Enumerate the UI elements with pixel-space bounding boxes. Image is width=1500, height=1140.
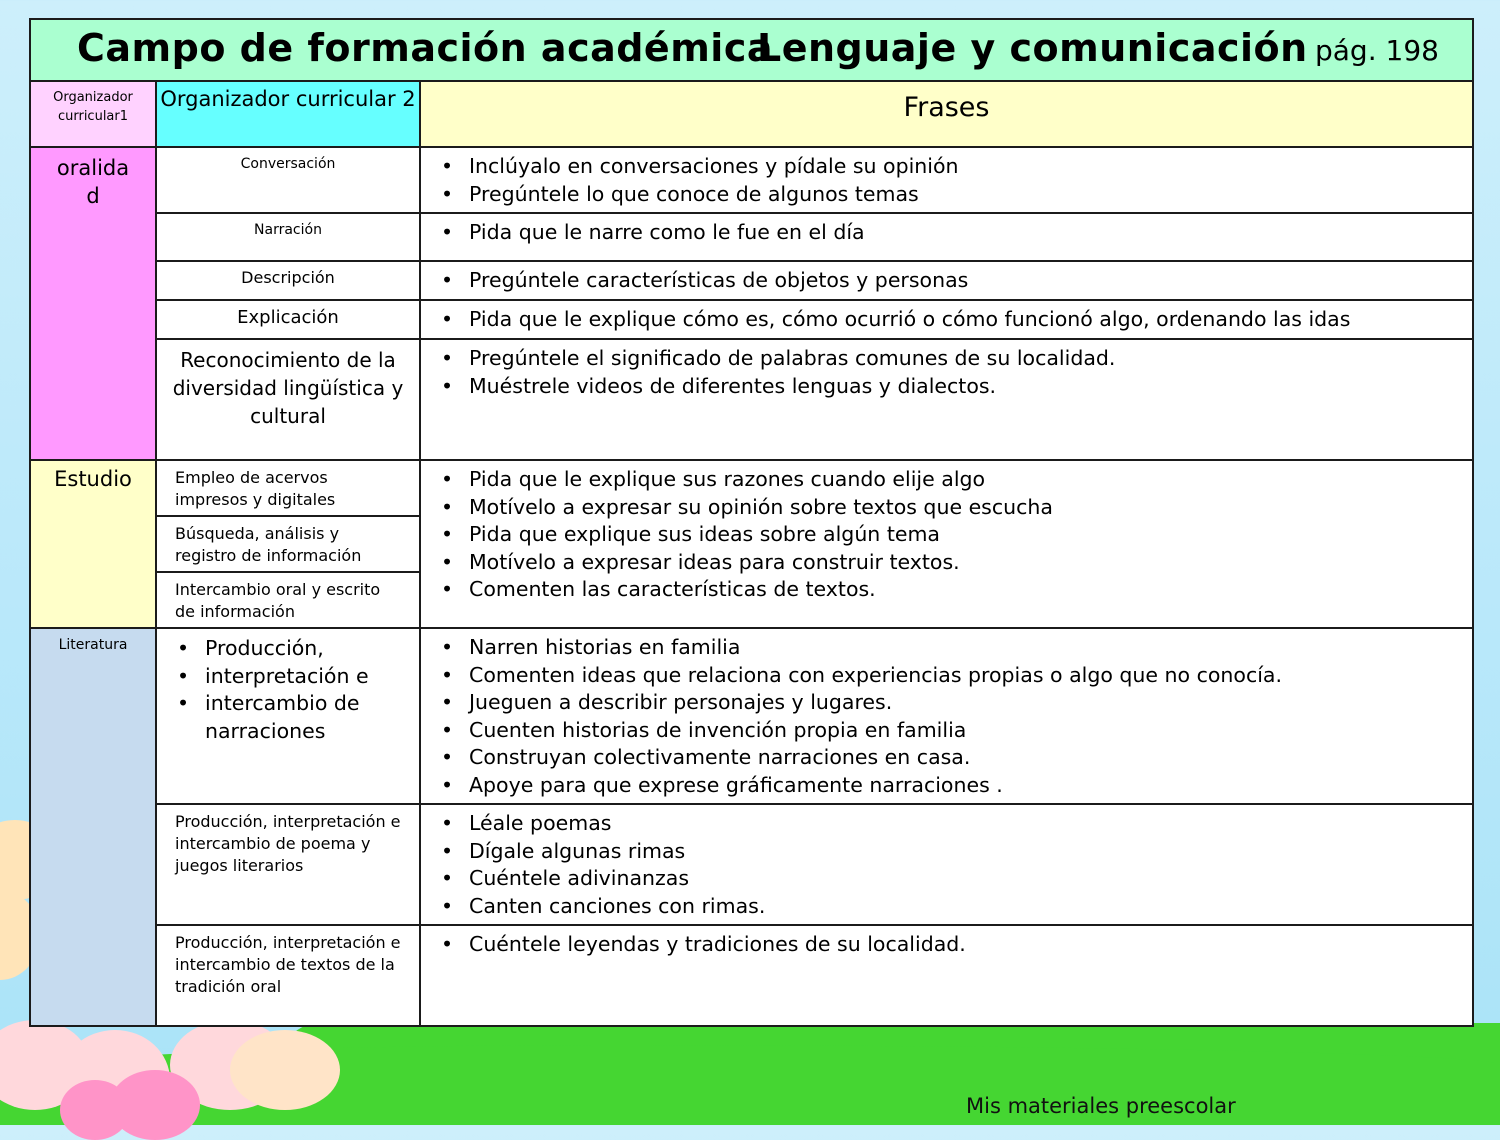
list-item: • Cuéntele leyendas y tradiciones de su localidad. [469,931,1472,959]
category-oralidad: oralidad [30,147,156,460]
list-item: • intercambio de [205,690,419,718]
frases-cell [420,804,1473,925]
table-row [30,628,1473,804]
frases-cell [420,300,1473,339]
list-item: • Léale poemas [469,810,1472,838]
frases-cell [420,925,1473,1026]
list-item: • Dígale algunas rimas [469,838,1472,866]
frases-cell [420,628,1473,804]
page-title [31,20,1472,80]
list-item: • Canten canciones con rimas. [469,893,1472,921]
list-item: • Jueguen a describir personajes y lugares. [469,689,1472,717]
list-item: • Pida que le narre como le fue en el día [469,219,1472,247]
frases-cell [420,261,1473,300]
category-estudio: Estudio [30,460,156,628]
list-item: • Motívelo a expresar ideas para construir textos. [469,549,1472,577]
title-row [30,19,1473,81]
list-item: • Apoye para que exprese gráficamente narraciones . [469,772,1472,800]
list-item: • Pida que le explique sus razones cuando elije algo [469,466,1472,494]
org2-cell: Producción, interpretación e intercambio de poema y juegos literarios [156,804,420,925]
flower-petal [230,1030,340,1110]
flower-petal [60,1080,130,1140]
table-row [30,460,1473,516]
list-item: • Muéstrele videos de diferentes lenguas y dialectos. [469,373,1472,401]
header-org2: Organizador curricular 2 [156,81,420,147]
list-item: • Inclúyalo en conversaciones y pídale su opinión [469,153,1472,181]
list-item: • Cuéntele adivinanzas [469,865,1472,893]
list-item: • Pida que le explique cómo es, cómo ocurrió o cómo funcionó algo, ordenando las idas [469,306,1472,334]
org2-cell: Descripción [156,261,420,300]
table-row [30,213,1473,261]
org2-cell: Reconocimiento de la diversidad lingüística y cultural [156,339,420,460]
footer-credit: Mis materiales preescolar [966,1094,1236,1118]
org2-cell: Empleo de acervos impresos y digitales [156,460,420,516]
list-item: • Pregúntele lo que conoce de algunos temas [469,181,1472,209]
org2-cell: Conversación [156,147,420,213]
org2-cell: Producción, interpretación e intercambio de textos de la tradición oral [156,925,420,1026]
list-item: • Narren historias en familia [469,634,1472,662]
table-row [30,925,1473,1026]
table-row [30,147,1473,213]
org2-cell: Narración [156,213,420,261]
header-row [30,81,1473,147]
category-literatura: Literatura [30,628,156,1026]
list-item: • Comenten las características de textos. [469,576,1472,604]
page-number: pág. 198 [1315,34,1439,67]
title-left: Campo de formación académica [77,26,773,70]
list-item: • Construyan colectivamente narraciones en casa. [469,744,1472,772]
list-item: • Motívelo a expresar su opinión sobre textos que escucha [469,494,1472,522]
table-row [30,300,1473,339]
frases-cell [420,147,1473,213]
list-item: • Producción, [205,635,419,663]
frases-cell [420,460,1473,628]
table-row [30,261,1473,300]
frases-cell [420,339,1473,460]
list-item: • Pregúntele el significado de palabras comunes de su localidad. [469,345,1472,373]
list-item: • Cuenten historias de invención propia en familia [469,717,1472,745]
header-org1: Organizador curricular1 [30,81,156,147]
org2-cell [156,628,420,804]
title-right: Lenguaje y comunicación [757,26,1308,70]
table-row [30,339,1473,460]
org2-cell: Búsqueda, análisis y registro de información [156,516,420,572]
frases-cell [420,213,1473,261]
list-item: • interpretación e [205,663,419,691]
header-frases: Frases [420,81,1473,147]
org2-cell: Intercambio oral y escrito de información [156,572,420,628]
list-item: • Pida que explique sus ideas sobre algún tema [469,521,1472,549]
curriculum-table [29,18,1474,1027]
org2-cell: Explicación [156,300,420,339]
list-item: • Comenten ideas que relaciona con experiencias propias o algo que no conocía. [469,662,1472,690]
table-row [30,804,1473,925]
list-item: • Pregúntele características de objetos y personas [469,267,1472,295]
list-item: narraciones [205,718,326,743]
